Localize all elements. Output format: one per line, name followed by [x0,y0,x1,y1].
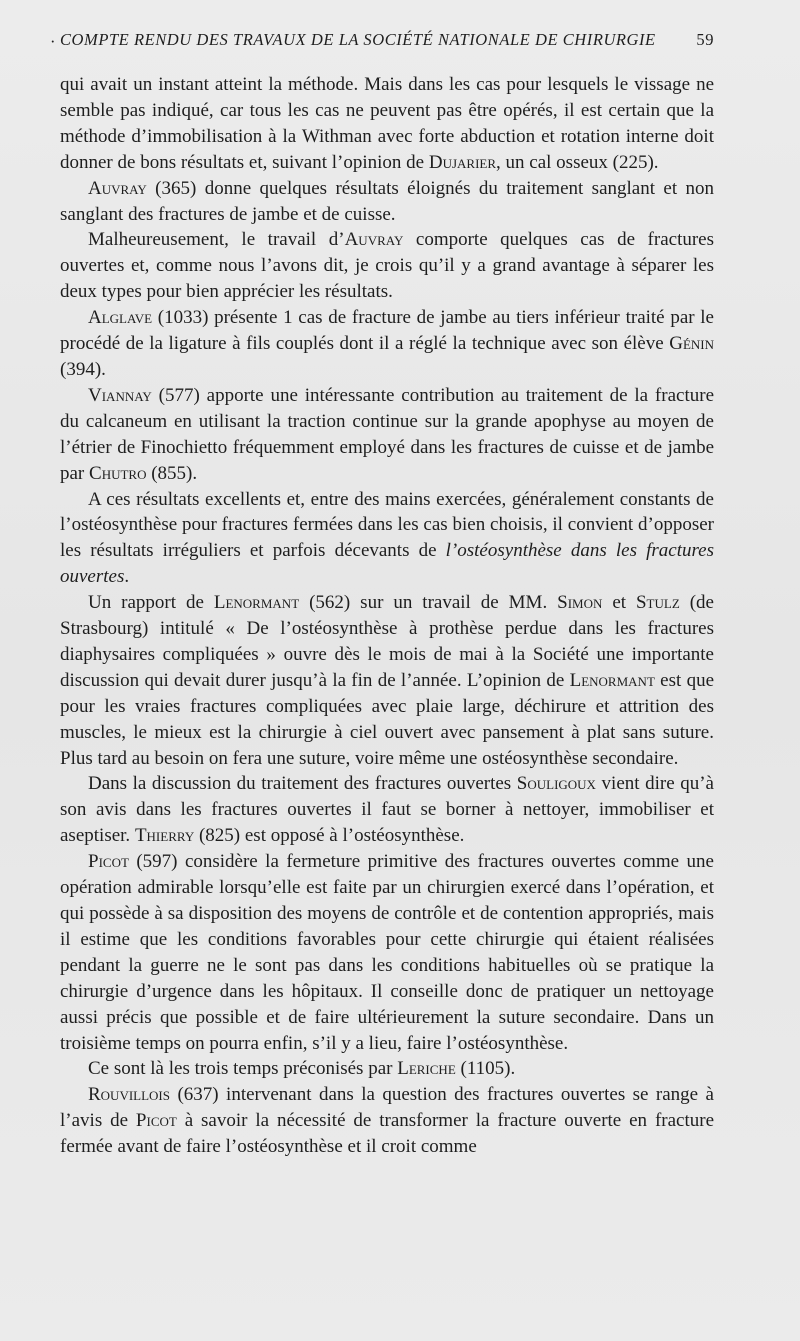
paragraph: Malheureusement, le travail d’Auvray comporte quelques cas de fractures ouvertes et, comme nous l’avons dit, je crois qu’il y a grand avantage à séparer les deux types pour bien apprécier les résultats. [60,229,715,303]
author-name: Picot [88,851,129,873]
author-name: Alglave [88,307,153,329]
paragraph: Picot (597) considère la fermeture primitive des fractures ouvertes comme une opération admirable lorsqu’elle est faite par un chirurgien exercé dans l’opération, et qui possède à sa disposition des moyens de contrôle et de contention appropriés, mais il estime que les conditions favorables pour cette chirurgie qui étaient réalisées pendant la guerre ne le sont pas dans les conditions habituelles où se pratique la chirurgie d’urgence dans les hôpitaux. Il conseille donc de pratiquer un nettoyage aussi précis que possible et de faire ultérieurement la suture secondaire. Dans un troisième temps on pourra enfin, s’il y a lieu, faire l’ostéosynthèse. [60,851,714,1054]
header-bullet: · [50,32,57,51]
author-name: Génin [669,333,714,355]
author-name: Lenormant [569,669,655,691]
paragraph: Ce sont là les trois temps préconisés par Leriche (1105). [88,1058,516,1080]
author-name: Chutro [89,462,147,484]
paragraph: Alglave (1033) présente 1 cas de fracture de jambe au tiers inférieur traité par le procédé de la ligature à fils couplés dont il a réglé la technique avec son élève Génin (394). [60,307,714,380]
body-text [60,72,714,1160]
paragraph: Dans la discussion du traitement des fractures ouvertes Souligoux vient dire qu’à son avis dans les fractures ouvertes il faut se borner à nettoyer, immobiliser et aseptiser. Thierry (825) est opposé à l’ostéosynthèse. [60,773,714,847]
author-name: Leriche [397,1058,456,1080]
paragraph: Un rapport de Lenormant (562) sur un travail de MM. Simon et Stulz (de Strasbourg) intitulé « De l’ostéosynthèse à prothèse perdue dans les fractures diaphysaires compliquées » ouvre dès le mois de mai à la Société une importante discussion qui devait durer jusqu’à la fin de l’année. L’opinion de Lenormant est que pour les vraies fractures compliquées avec plaie large, déchirure et attrition des muscles, le mieux est la chirurgie à ciel ouvert avec pansement à plat sans suture. Plus tard au besoin on fera une suture, voire même une ostéosynthèse secondaire. [60,592,714,769]
author-name: Rouvillois [88,1084,170,1106]
author-name: Simon [557,592,603,614]
author-name: Souligoux [516,773,596,795]
author-name: Auvray [344,229,404,251]
paragraph: qui avait un instant atteint la méthode. Mais dans les cas pour lesquels le vissage ne semble pas indiqué, car tous les cas ne peuvent pas être opérés, il est certain que la méthode d’immobilisation à la Withman avec forte abduction et rotation interne doit donner de bons résultats et, suivant l’opinion de Dujarier, un cal osseux (225). [60,74,714,173]
italic-phrase: l’ostéosynthèse dans les fractures ouvertes [60,540,714,588]
paragraph: A ces résultats excellents et, entre des mains exercées, généralement constants de l’ostéosynthèse pour fractures fermées dans les cas bien choisis, il convient d’opposer les résultats irréguliers et parfois décevants de l’ostéosynthèse dans les fractures ouvertes. [60,488,714,588]
author-name: Dujarier [428,151,497,173]
author-name: Stulz [635,592,680,614]
author-name: Thierry [134,825,195,847]
paragraph: Auvray (365) donne quelques résultats éloignés du traitement sanglant et non sanglant des fractures de jambe et de cuisse. [60,177,714,225]
author-name: Viannay [88,384,152,406]
author-name: Picot [135,1110,177,1132]
paragraph: Rouvillois (637) intervenant dans la question des fractures ouvertes se range à l’avis de Picot à savoir la nécessité de transformer la fracture ouverte en fracture fermée avant de faire l’ostéosynthèse et il croit comme [60,1084,714,1158]
header-title: COMPTE RENDU DES TRAVAUX DE LA SOCIÉTÉ NATIONALE DE CHIRURGIE [60,30,656,49]
running-header [50,30,714,54]
author-name: Lenormant [213,592,300,614]
page-number: 59 [696,30,714,49]
author-name: Auvray [88,177,147,199]
paragraph: Viannay (577) apporte une intéressante contribution au traitement de la fracture du calcaneum en utilisant la traction continue sur la grande apophyse au moyen de l’étrier de Finochietto fréquemment employé dans les fractures de cuisse et de jambe par Chutro (855). [60,384,714,484]
